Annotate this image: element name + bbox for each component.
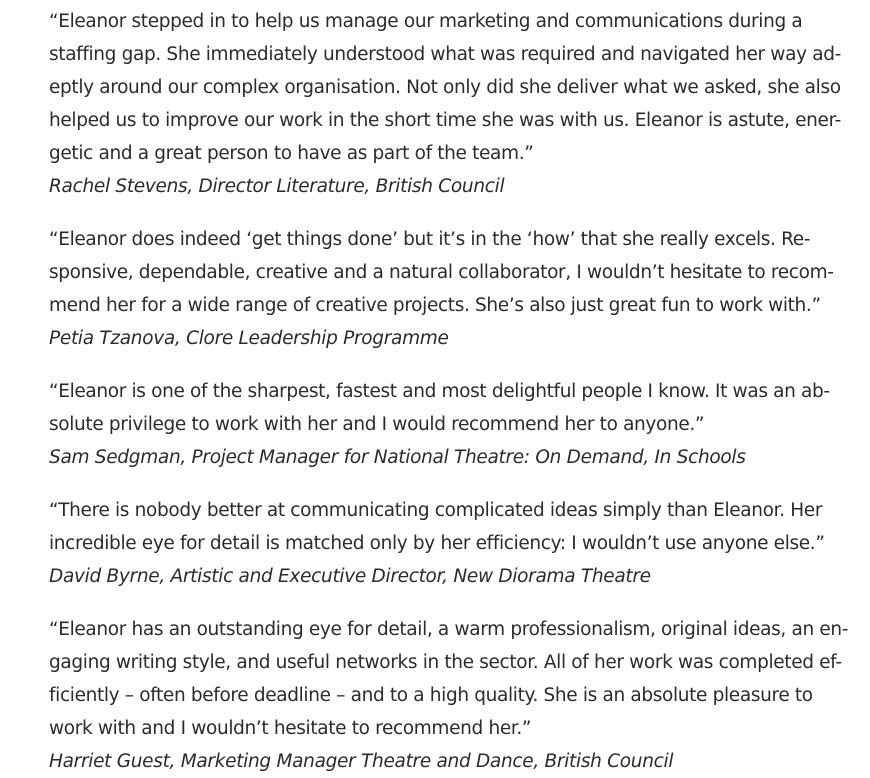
quote-line: “Eleanor stepped in to help us manage our marketing and communications during a bbox=[49, 11, 803, 32]
quote-line: eptly around our complex organisation. Not only did she deliver what we asked, she also bbox=[49, 77, 841, 98]
testimonial bbox=[49, 494, 849, 593]
testimonial bbox=[49, 5, 849, 203]
quote-line: gaging writing style, and useful networks in the sector. All of her work was completed ef- bbox=[49, 652, 842, 673]
quote-line: ficiently – often before deadline – and to a high quality. She is an absolute pleasure to bbox=[49, 685, 813, 706]
quote-line: mend her for a wide range of creative projects. She’s also just great fun to work with.” bbox=[49, 295, 821, 316]
quote-line: sponsive, dependable, creative and a natural collaborator, I wouldn’t hesitate to recom- bbox=[49, 262, 834, 283]
testimonial bbox=[49, 375, 849, 474]
testimonial-attribution: Rachel Stevens, Director Literature, British Council bbox=[49, 176, 505, 197]
quote-line: incredible eye for detail is matched only by her efficiency: I wouldn’t use anyone else.” bbox=[49, 533, 825, 554]
quote-line: “Eleanor has an outstanding eye for detail, a warm professionalism, original ideas, an en- bbox=[49, 619, 849, 640]
quote-line: solute privilege to work with her and I would recommend her to anyone.” bbox=[49, 414, 705, 435]
quote-line: staffing gap. She immediately understood what was required and navigated her way ad- bbox=[49, 44, 841, 65]
quote-line: getic and a great person to have as part of the team.” bbox=[49, 143, 534, 164]
testimonial bbox=[49, 223, 849, 355]
quote-line: work with and I wouldn’t hesitate to recommend her.” bbox=[49, 718, 532, 739]
testimonial-attribution: Harriet Guest, Marketing Manager Theatre and Dance, British Council bbox=[49, 751, 674, 772]
testimonial-attribution: David Byrne, Artistic and Executive Director, New Diorama Theatre bbox=[49, 566, 651, 587]
testimonial bbox=[49, 613, 849, 778]
testimonial-attribution: Petia Tzanova, Clore Leadership Programme bbox=[49, 328, 449, 349]
quote-line: “Eleanor does indeed ‘get things done’ but it’s in the ‘how’ that she really excels. Re- bbox=[49, 229, 811, 250]
quote-line: “There is nobody better at communicating complicated ideas simply than Eleanor. Her bbox=[49, 500, 823, 521]
quote-line: helped us to improve our work in the short time she was with us. Eleanor is astute, ener- bbox=[49, 110, 841, 131]
quote-line: “Eleanor is one of the sharpest, fastest and most delightful people I know. It was an ab- bbox=[49, 381, 830, 402]
testimonial-attribution: Sam Sedgman, Project Manager for National Theatre: On Demand, In Schools bbox=[49, 447, 746, 468]
